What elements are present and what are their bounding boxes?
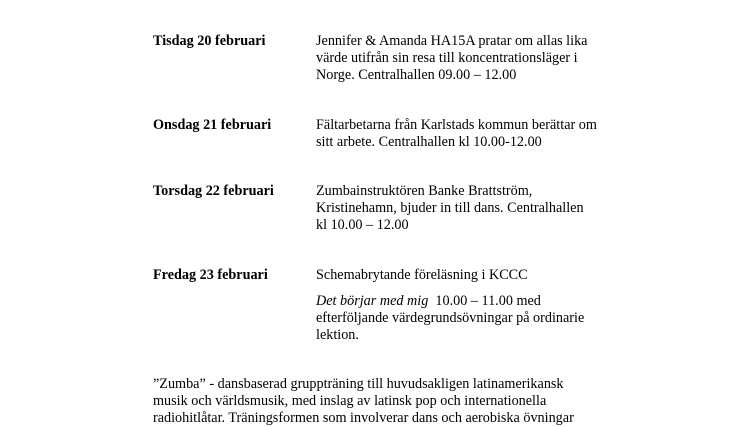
lecture-title: Det börjar med mig	[316, 293, 429, 309]
footnote-line: musik och världsmusik, med inslag av latinsk pop och internationella	[153, 393, 547, 409]
entry-date: Onsdag 21 februari	[153, 117, 272, 133]
description-line: Fältarbetarna från Karlstads kommun berättar om	[316, 117, 597, 133]
entry-description	[316, 33, 626, 84]
entry-description	[316, 117, 626, 151]
description-line: kl 10.00 – 12.00	[316, 217, 409, 233]
entry-date: Fredag 23 februari	[153, 267, 268, 283]
entry-date: Torsdag 22 februari	[153, 183, 274, 199]
description-line: 10.00 – 11.00 med	[428, 293, 541, 309]
entry-date: Tisdag 20 februari	[153, 33, 266, 49]
zumba-footnote	[153, 376, 613, 427]
description-line: sitt arbete. Centralhallen kl 10.00-12.00	[316, 134, 542, 150]
footnote-line: ”Zumba” - dansbaserad gruppträning till huvudsakligen latinamerikansk	[153, 376, 564, 392]
description-line: Zumbainstruktören Banke Brattström,	[316, 183, 533, 199]
entry-description	[316, 267, 626, 344]
description-line: Schemabrytande föreläsning i KCCC	[316, 267, 528, 283]
description-line: efterföljande värdegrundsövningar på ordinarie	[316, 310, 585, 326]
entry-description	[316, 183, 626, 234]
description-line: lektion.	[316, 327, 359, 343]
description-line: Jennifer & Amanda HA15A pratar om allas lika	[316, 33, 588, 49]
description-line: Kristinehamn, bjuder in till dans. Centralhallen	[316, 200, 584, 216]
description-line: värde utifrån sin resa till koncentrationsläger i	[316, 50, 578, 66]
footnote-line: radiohitlåtar. Träningsformen som involverar dans och aerobiska övningar	[153, 410, 574, 426]
description-line: Norge. Centralhallen 09.00 – 12.00	[316, 67, 517, 83]
